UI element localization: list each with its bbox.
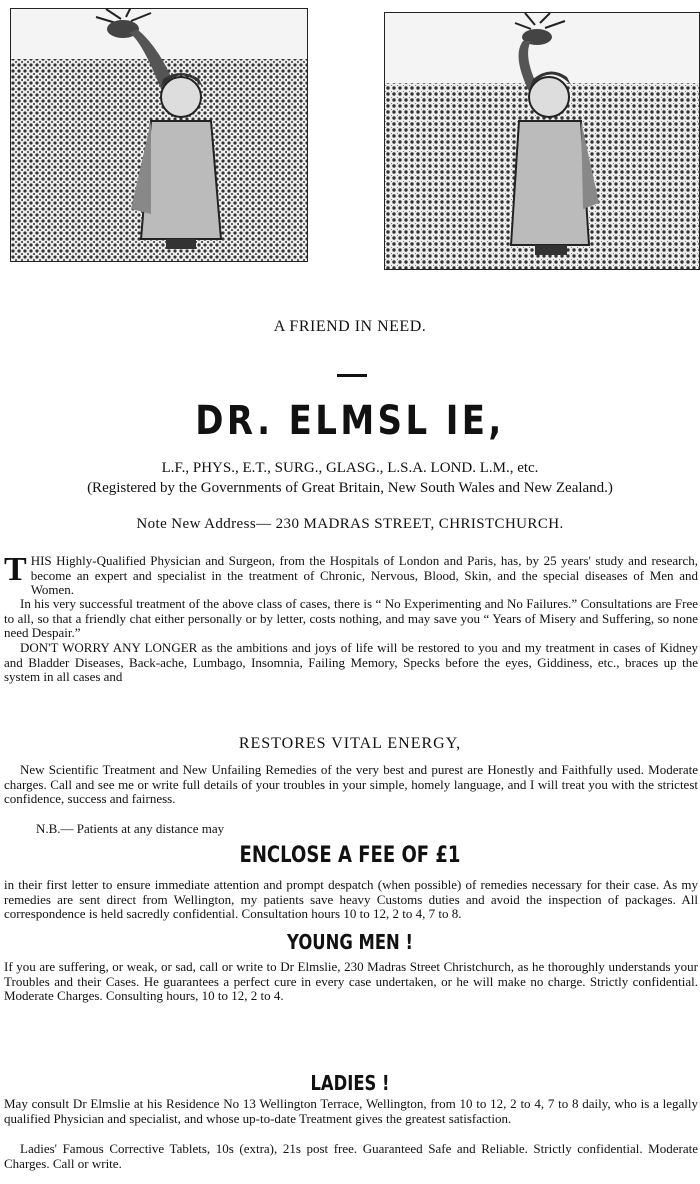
divider-rule [337, 374, 367, 377]
letter-paragraph: in their first letter to ensure immediate attention and prompt despatch (when possible) of remedies necessary for their case. As my remedies are sent direct from Wellington, my patients save heavy Customs duties and avoid the inspection of packages. All correspondence is held sacredly confidential. Consultation hours 10 to 12, 2 to 4, 7 to 8. [4, 877, 698, 922]
ladies-heading: LADIES ! [310, 1071, 390, 1095]
intro-text: HIS Highly-Qualified Physician and Surgeon, from the Hospitals of London and Paris, has, by 25 years' study and research, become an expert and specialist in the treatment of Chronic, Nervous, Blood, Skin, and the special diseases of Men and Women. [30, 553, 698, 598]
enclose-fee-heading: ENCLOSE A FEE OF £1 [239, 843, 461, 868]
credentials: L.F., PHYS., E.T., SURG., GLASG., L.S.A. LOND. L.M., etc. [161, 460, 539, 476]
doctor-name-heading: DR. ELMSL IE, [195, 398, 505, 444]
science-paragraph: New Scientific Treatment and New Unfailing Remedies of the very best and purest are Honestly and Faithfully used. Moderate charges. Call and see me or write full details of your troubles in your simple, homely language, and I will treat you with the strictest confidence, success and fairness. [4, 762, 698, 807]
registration-note: (Registered by the Governments of Great Britain, New South Wales and New Zealand.) [87, 480, 613, 496]
woodcut-illustration-left [10, 8, 308, 262]
woodcut-illustration-right [384, 12, 700, 270]
address-line: Note New Address— 230 MADRAS STREET, CHRISTCHURCH. [136, 516, 564, 532]
nb-note: N.B.— Patients at any distance may [36, 821, 225, 836]
tablets-paragraph: Ladies' Famous Corrective Tablets, 10s (extra), 21s post free. Guaranteed Safe and Reliable. Strictly confidential. Moderate Charges. Call or write. [4, 1141, 698, 1171]
young-men-heading: YOUNG MEN ! [287, 930, 413, 954]
restores-vital-energy-heading: RESTORES VITAL ENERGY, [238, 735, 462, 752]
worry-paragraph: DON'T WORRY ANY LONGER as the ambitions and joys of life will be restored to you and my treatment in cases of Kidney and Bladder Diseases, Back-ache, Lumbago, Insomnia, Failing Memory, Specks before the eyes, Giddiness, etc., braces up the system in all cases and [4, 640, 698, 685]
young-men-paragraph: If you are suffering, or weak, or sad, call or write to Dr Elmslie, 230 Madras Street Christchurch, as he thoroughly understands your Troubles and their Cases. He guarantees a perfect cure in every case undertaken, or he will make no charge. Strictly confidential. Moderate Charges. Consulting hours, 10 to 12, 2 to 4. [4, 959, 698, 1004]
treatment-paragraph: In his very successful treatment of the above class of cases, there is “ No Experimenting and No Failures.” Consultations are Free to all, so that a friendly chat either personally or by letter, costs nothing, and may save you “ Years of Misery and Suffering, so none need Despair.” [4, 596, 698, 641]
intro-paragraph [4, 551, 698, 598]
tagline: A FRIEND IN NEED. [273, 318, 427, 335]
ladies-paragraph: May consult Dr Elmslie at his Residence No 13 Wellington Terrace, Wellington, from 10 to 12, 2 to 4, 7 to 8 daily, who is a legally qualified Physician and specialist, and whose up-to-date Treatment gives the greatest satisfaction. [4, 1096, 698, 1126]
drop-cap: T [4, 551, 27, 588]
